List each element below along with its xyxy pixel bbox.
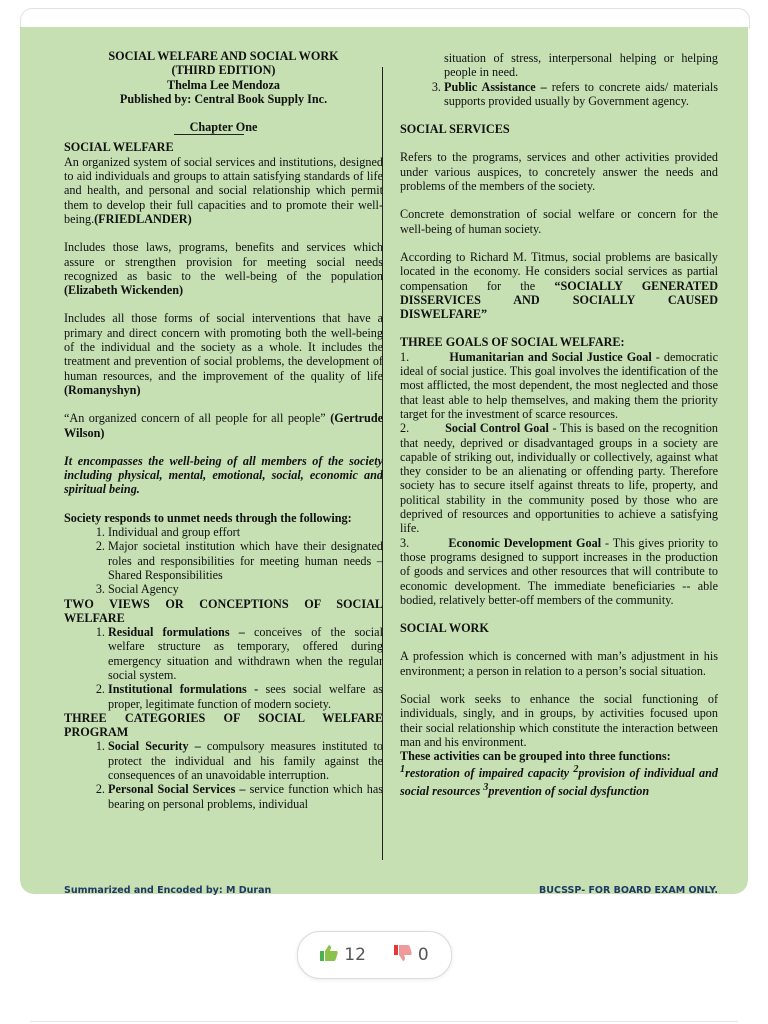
goals-heading: THREE GOALS OF SOCIAL WELFARE: [400,335,625,350]
three-categories-heading: THREE CATEGORIES OF SOCIAL WELFARE PROGRAM [64,710,383,740]
left-column [64,49,383,811]
list-item: 1. Residual formulations – conceives of the social welfare structure as temporary, offered during emergency situation and withdrawn when the regular social system. [108,625,383,682]
heading-social-services: SOCIAL SERVICES [400,122,510,137]
chapter-heading: Chapter One [189,120,258,135]
titmus-paragraph: According to Richard M. Titmus, social problems are basically located in the economy. He considers social services as partial compensation for the “SOCIALLY GENERATED DISSERVICES AND SOCIALLY CAUSED DISWELFARE” [400,249,719,322]
doc-edition: (THIRD EDITION) [171,63,276,78]
goal-3: 3. Economic Development Goal - This gives priority to those programs designed to support increases in the production of goods and services and other resources that will contribute to economic development. The immediate beneficiaries -- able bodied, relatively better-off members of the community. [400,535,718,607]
chapter-underline [174,134,244,135]
definition-wilson: “An organized concern of all people for all people” (Gertrude Wilson) [64,411,384,440]
views-list [64,625,383,711]
goal-1: 1. Humanitarian and Social Justice Goal - democratic ideal of social justice. This goal involves the identification of the most afflicted, the most dependent, the most neglected and those that least able to help themselves, and making them the priority target for the investment of scarce resources. [400,349,718,421]
continued-text: situation of stress, interpersonal helping or helping people in need. [444,51,718,80]
vote-widget [297,931,452,979]
list-item: 3. Public Assistance – refers to concrete aids/ materials supports provided usually by Government agency. [444,80,718,109]
footer-note: BUCSSP- FOR BOARD EXAM ONLY. [539,885,718,896]
right-column [400,51,718,798]
public-assistance-list [400,80,718,109]
dislike-count: 0 [417,945,429,965]
doc-author: Thelma Lee Mendoza [166,77,281,92]
list-item: 2. Major societal institution which have their designated roles and responsibilities for meeting human needs – Shared Responsibilities [108,539,383,582]
list-item: 1. Individual and group effort [108,525,383,539]
categories-list [64,739,383,810]
italic-statement: It encompasses the well-being of all members of the society including physical, mental, emotional, social, economic and spiritual being. [64,453,383,497]
two-views-heading: TWO VIEWS OR CONCEPTIONS OF SOCIAL WELFARE [64,596,383,625]
doc-publisher: Published by: Central Book Supply Inc. [119,91,328,106]
document-top-edge [20,8,750,29]
functions-heading: These activities can be grouped into three functions: [400,749,671,764]
heading-social-welfare: SOCIAL WELFARE [64,140,174,155]
definition-romanyshyn: Includes all those forms of social interventions that have a primary and direct concern with promoting both the well-being of the individual and the society as a whole. It includes the treatment and prevention of social problems, the development of human resources, and the improvement of the quality of life (Romanyshyn) [64,311,383,397]
functions-list: $^1$restoration of impaired capacity $^2$provision of individual and social resources $^3$prevention of social dysfunction [400,764,719,798]
list-item: 3. Social Agency [108,582,383,596]
social-work-paragraph-1: A profession which is concerned with man’s adjustment in his environment; a person in relation to a person’s social situation. [400,649,718,678]
services-paragraph-2: Concrete demonstration of social welfare or concern for the well-being of human society. [400,207,718,236]
like-button[interactable] [320,945,366,966]
definition-wickenden: Includes those laws, programs, benefits and services which assure or strengthen provision for meeting social needs recognized as basic to the well-being of the population (Elizabeth Wickenden) [64,240,383,298]
responds-list [64,525,383,596]
like-count: 12 [344,945,366,965]
document-page [20,27,748,894]
footer-encoder: Summarized and Encoded by: M Duran [64,885,272,896]
heading-social-work: SOCIAL WORK [400,621,489,636]
bottom-divider [30,1021,738,1022]
thumbs-up-icon [320,945,338,966]
services-paragraph-1: Refers to the programs, services and other activities provided under various auspices, to concretely answer the needs and problems of the members of the society. [400,150,718,194]
goal-2: 2. Social Control Goal - This is based on the recognition that needy, deprived or disadvantaged groups in a society are capable of striking out, individually or collectively, against what they consider to be an alienating or offending party. Therefore society has to secure itself against threats to life, property, and political stability in the community posed by those who are deprived of resources and opportunities to achieve a satisfying life. [400,421,718,536]
thumbs-down-icon [394,945,412,966]
list-item: 2. Institutional formulations - sees social welfare as proper, legitimate function of modern society. [108,682,383,711]
social-work-paragraph-2: Social work seeks to enhance the social functioning of individuals, singly, and in groups, by activities focused upon their social relationship which constitute the interaction between man and his environment. [400,691,718,749]
list-item: 1. Social Security – compulsory measures instituted to protect the individual and his family against the consequences of an unavoidable interruption. [108,739,383,782]
definition-friedlander: An organized system of social services and institutions, designed to aid individuals and groups to attain satisfying standards of life and health, and personal and social relationship which permit them to develop their full capacities and to promote their well-being.(FRIEDLANDER) [64,154,383,226]
dislike-button[interactable] [394,945,429,966]
responds-heading: Society responds to unmet needs through the following: [64,510,352,525]
list-item: 2. Personal Social Services – service function which has bearing on personal problems, individual [108,782,383,811]
doc-title: SOCIAL WELFARE AND SOCIAL WORK [108,49,339,63]
